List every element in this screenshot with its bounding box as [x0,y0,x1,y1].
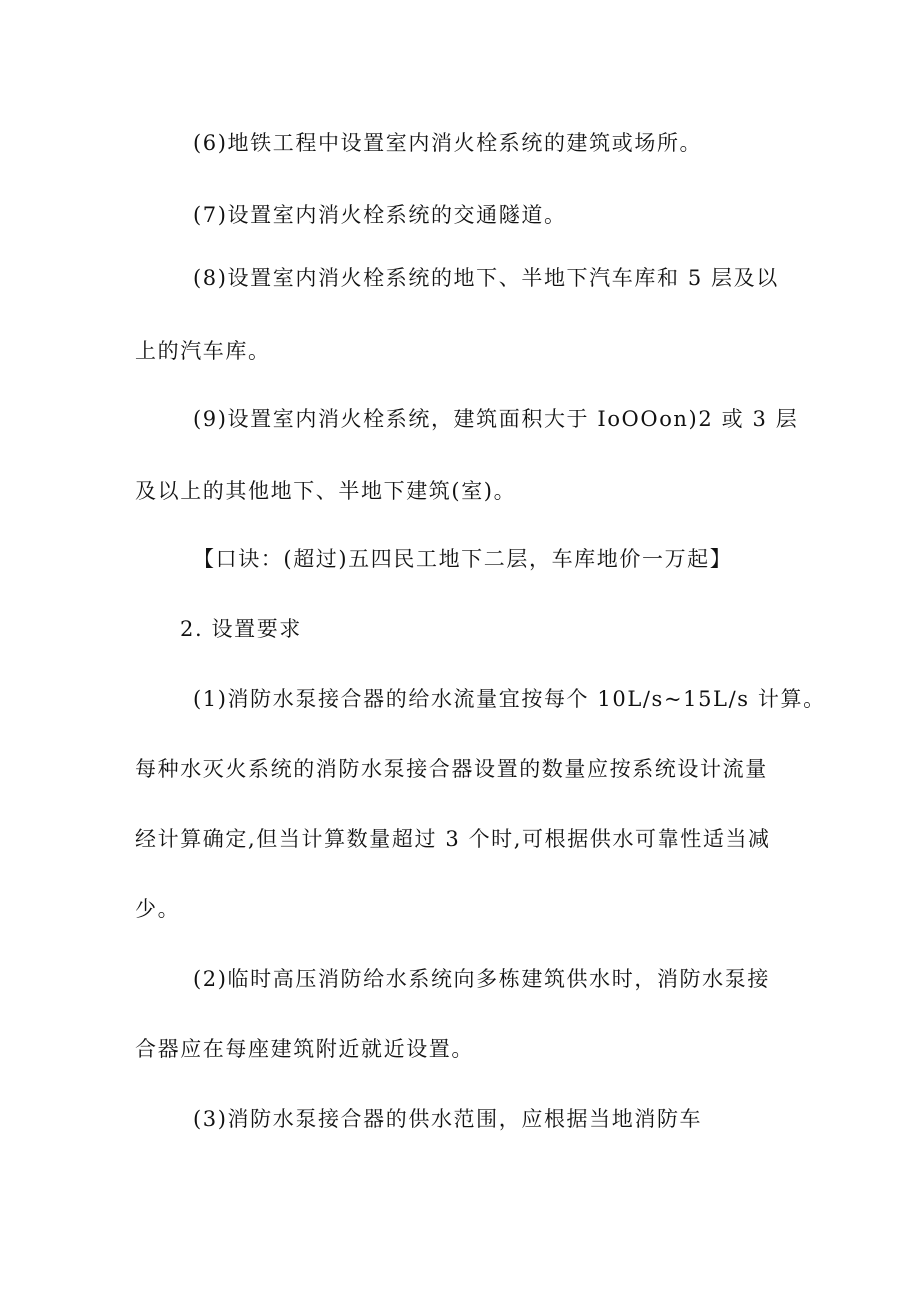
clause-7-line: (7)设置室内消火栓系统的交通隧道。 [193,203,567,227]
mnemonic-line: 【口诀：(超过)五四民工地下二层，车库地价一万起】 [193,547,733,571]
requirement-1-continuation: 经计算确定,但当计算数量超过 3 个时,可根据供水可靠性适当减 [135,827,771,851]
clause-9-line: (9)设置室内消火栓系统，建筑面积大于 IoOOon)2 或 3 层 [193,407,799,431]
clause-8-line: (8)设置室内消火栓系统的地下、半地下汽车库和 5 层及以 [193,266,779,290]
requirement-2-continuation: 合器应在每座建筑附近就近设置。 [135,1037,474,1061]
requirement-3-line: (3)消防水泵接合器的供水范围，应根据当地消防车 [193,1107,703,1131]
clause-8-continuation: 上的汽车库。 [135,339,271,363]
requirement-2-line: (2)临时高压消防给水系统向多栋建筑供水时，消防水泵接 [193,967,770,991]
section-heading: 2. 设置要求 [180,617,302,641]
requirement-1-line: (1)消防水泵接合器的给水流量宜按每个 10L∕s~15L∕s 计算。 [193,687,826,711]
clause-6-line: (6)地铁工程中设置室内消火栓系统的建筑或场所。 [193,131,703,155]
clause-9-continuation: 及以上的其他地下、半地下建筑(室)。 [135,479,517,503]
requirement-1-continuation: 每种水灭火系统的消防水泵接合器设置的数量应按系统设计流量 [135,757,768,781]
requirement-1-continuation: 少。 [135,897,181,921]
